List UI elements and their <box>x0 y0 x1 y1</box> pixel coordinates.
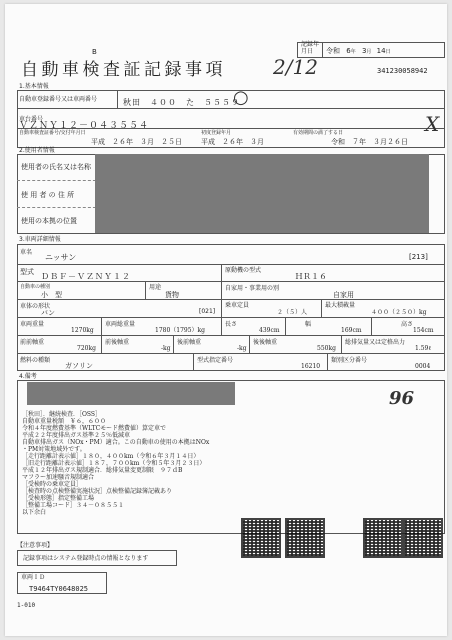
rf-axle-label: 後前軸重 <box>177 339 202 346</box>
remark-line: 自動車重量税額 ￥６，６００ <box>22 418 107 425</box>
issue-label: 自動車検査証番号/交付年月日 <box>19 130 86 136</box>
capacity-label: 乗車定員 <box>225 302 250 309</box>
remark-line: ・PM対策地域外です。 <box>22 446 86 453</box>
max-load-label: 最大積載量 <box>325 302 356 309</box>
inspection-record-page <box>5 4 447 636</box>
record-date-month: 3 <box>361 47 367 55</box>
document-number: 341230058942 <box>377 67 428 75</box>
height-label: 高さ <box>401 321 414 328</box>
type-cert-value: 16210 <box>301 363 321 370</box>
remark-line: 以下余白 <box>22 509 47 516</box>
use-value: 貨物 <box>165 291 179 299</box>
length-value: 439cm <box>259 327 280 334</box>
body-shape-code: [021] <box>199 308 216 315</box>
max-load-value: ４００（２５０）kg <box>371 309 427 316</box>
user-name-label: 使用者の氏名又は名称 <box>21 163 91 171</box>
remark-line: ［旧走行距離計表示値］１８７，７００km（令和５年３月２３日） <box>22 460 206 467</box>
vehicle-type-value: 小 型 <box>41 291 62 299</box>
height-value: 154cm <box>413 327 434 334</box>
remark-line: ［受検時の乗車定員］ <box>22 481 83 488</box>
rf-axle-value: -kg <box>237 345 247 352</box>
divider <box>173 335 174 353</box>
divider <box>17 353 445 354</box>
b-mark: B <box>92 48 97 56</box>
chassis-label: 車台番号 <box>19 116 44 123</box>
divider <box>371 317 372 335</box>
section2-heading: 2.使用者情報 <box>19 147 55 154</box>
remarks-list <box>22 411 352 516</box>
reg-label: 自動車登録番号又は車両番号 <box>19 96 98 103</box>
width-label: 幅 <box>305 321 312 328</box>
record-date-year-unit: 年 <box>350 49 356 55</box>
divider <box>145 281 146 299</box>
remark-line: ［秋田］．継続検査．［OSS］ <box>22 411 102 418</box>
divider <box>17 299 445 300</box>
divider <box>193 353 194 371</box>
section4-heading: 4.備考 <box>19 373 37 380</box>
divider <box>101 335 102 353</box>
divider <box>221 299 222 317</box>
divider <box>17 335 445 336</box>
rr-axle-value: 550kg <box>317 345 336 352</box>
divider <box>17 108 445 109</box>
record-date-label: 記録年月日 <box>301 41 320 55</box>
body-shape-value: バン <box>41 309 55 317</box>
first-reg-label: 初度登録年月 <box>201 130 232 136</box>
private-use-value: 自家用 <box>333 291 354 299</box>
qr-code-3 <box>363 518 403 558</box>
divider <box>321 299 322 317</box>
vehicle-type-label: 自動車の種別 <box>20 284 51 290</box>
expiry-label: 有効期間の満了する日 <box>293 130 344 136</box>
issue-date: 平成 ２６年 ３月 ２５日 <box>91 138 182 146</box>
gross-weight-label: 車両総重量 <box>105 321 136 328</box>
first-reg-value: 平成 ２６年 ３月 <box>201 138 264 146</box>
divider <box>322 42 323 58</box>
qr-code-4 <box>403 518 443 558</box>
length-label: 長さ <box>225 321 238 328</box>
divider <box>221 264 222 281</box>
record-date-month-unit: 月 <box>366 49 372 55</box>
divider <box>117 90 118 108</box>
private-use-label: 自家用・事業用の別 <box>225 285 280 292</box>
remark-line: ［走行距離計表示値］１８０，４００km（令和６年３月１４日） <box>22 453 200 460</box>
weight-label: 車両重量 <box>20 321 45 328</box>
remark-line: 自動車排出ガス（NOx・PM）適合。この自動車の使用の本拠はNOx <box>22 439 210 446</box>
qr-code-2 <box>285 518 325 558</box>
class-value: 0004 <box>415 363 431 370</box>
handwritten-circle: ○ <box>233 87 249 108</box>
notice-text: 記録事項はシステム登録時点の情報となります <box>23 555 149 562</box>
fuel-label: 燃料の種類 <box>20 357 51 364</box>
model-value: ＤＢＦ－ＶＺＮＹ１２ <box>41 272 131 281</box>
maker-label: 車名 <box>20 249 33 256</box>
qr-code-1 <box>241 518 281 558</box>
divider <box>17 180 101 181</box>
record-date-day-unit: 日 <box>385 49 391 55</box>
fr-axle-label: 前後軸重 <box>105 339 130 346</box>
section3-heading: 3.車両詳細情報 <box>19 236 61 243</box>
maker-code: [213] <box>409 253 428 261</box>
user-address-label: 使 用 者 の 住 所 <box>21 191 75 199</box>
divider <box>17 317 445 318</box>
page-reference: 1-010 <box>17 602 36 609</box>
divider <box>221 317 222 335</box>
document-title: 自動車検査証記録事項 <box>21 60 226 80</box>
ff-axle-value: 720kg <box>77 345 96 352</box>
weight-value: 1270kg <box>71 327 94 334</box>
divider <box>17 281 445 282</box>
width-value: 169cm <box>341 327 362 334</box>
record-date-year: 6 <box>346 47 351 55</box>
fr-axle-value: -kg <box>161 345 171 352</box>
rr-axle-label: 後後軸重 <box>253 339 278 346</box>
body-shape-label: 車体の形状 <box>20 303 51 310</box>
model-label: 型式 <box>20 268 34 276</box>
divider <box>249 335 250 353</box>
remark-line: ［整備工場コード］３４－０８５５１ <box>22 502 125 509</box>
record-date-day: 14 <box>376 47 386 55</box>
divider <box>17 207 101 208</box>
expiry-value: 令和 ７年 ３月２６日 <box>331 138 408 146</box>
divider <box>327 353 328 371</box>
class-label: 類別区分番号 <box>331 357 368 364</box>
divider <box>221 281 222 299</box>
notice-heading: 【注意事項】 <box>17 542 54 549</box>
remark-line: 平成２２年度排出ガス基準２５％低減車 <box>22 432 131 439</box>
divider <box>285 317 286 335</box>
divider <box>101 317 102 335</box>
maker-value: ニッサン <box>45 253 77 262</box>
displacement-label: 総排気量又は定格出力 <box>345 339 406 346</box>
section1-heading: 1.基本情報 <box>19 83 49 90</box>
vehicle-id-value: T9464TY0648025 <box>29 585 89 593</box>
remark-line: ［受検形態］指定整備工場 <box>22 495 95 502</box>
capacity-value: ２（５）人 <box>277 309 308 316</box>
handwritten-number: 96 <box>389 388 415 409</box>
engine-value: ＨＲ１６ <box>295 272 327 281</box>
redacted-user-info <box>95 154 429 233</box>
handwritten-x-mark: X <box>425 112 440 136</box>
record-date-era: 令和 <box>326 47 340 55</box>
chassis-value: ＶＺＮＹ１２－０４３５５４ <box>19 121 150 131</box>
use-label: 用途 <box>149 284 162 291</box>
remark-line: 平成１２年排出ガス規制適合．総排気量変更制限 ９７ｄB <box>22 467 183 474</box>
vehicle-id-label: 車両ＩＤ <box>21 574 46 581</box>
gross-weight-value: 1780（1795）kg <box>155 327 206 334</box>
fuel-value: ガソリン <box>65 362 93 370</box>
base-location-label: 使用の本拠の位置 <box>21 217 77 225</box>
type-cert-label: 型式指定番号 <box>197 357 234 364</box>
redacted-remarks <box>27 382 235 405</box>
divider <box>17 264 445 265</box>
remark-line: ［検査時の点検整備実施状況］点検整備記録簿記載あり <box>22 488 173 495</box>
record-date <box>326 47 391 56</box>
divider <box>341 335 342 353</box>
remark-line: マフラー加速騒音規制適合 <box>22 474 95 481</box>
ff-axle-label: 前前軸重 <box>20 339 45 346</box>
remark-line: 令和４年度燃費基準（WLTCモード燃費値）算定車で <box>22 425 167 432</box>
handwritten-page-note: 2/12 <box>273 55 318 79</box>
engine-label: 原動機の型式 <box>225 267 262 274</box>
displacement-value: 1.59ℓ <box>415 345 432 352</box>
reg-value: 秋田 ４００ た ５５５９ <box>123 98 240 107</box>
